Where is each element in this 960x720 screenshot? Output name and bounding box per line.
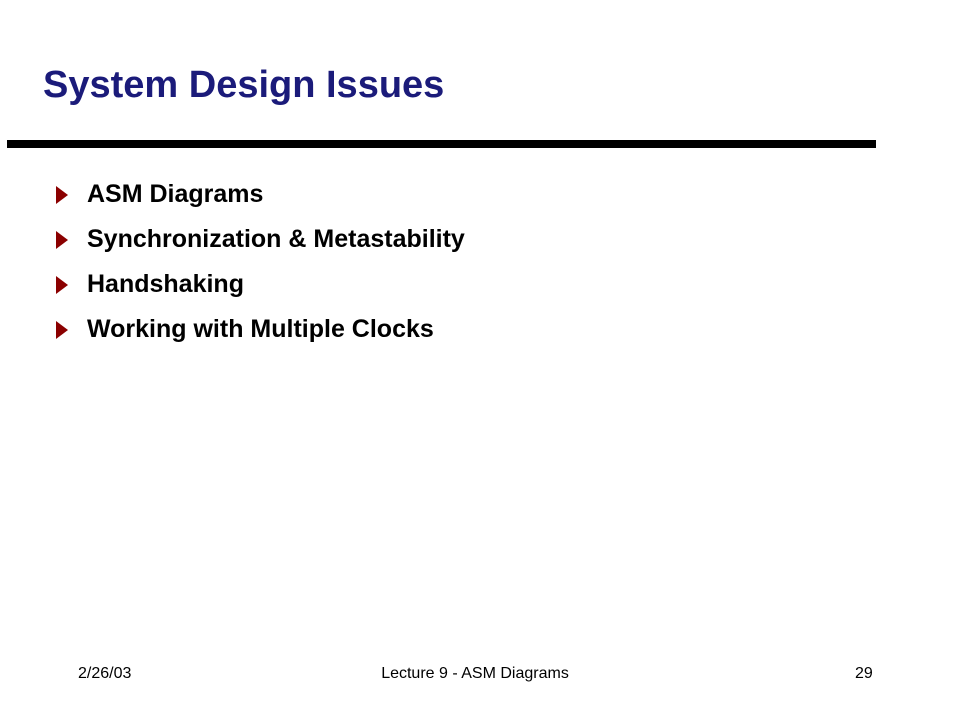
bullet-text: Synchronization & Metastability xyxy=(87,225,465,253)
bullet-item xyxy=(56,307,465,352)
slide-title: System Design Issues xyxy=(43,64,445,106)
bullet-item xyxy=(56,217,465,262)
footer-lecture-title: Lecture 9 - ASM Diagrams xyxy=(381,665,569,682)
bullet-text: Working with Multiple Clocks xyxy=(87,315,434,343)
triangle-right-icon xyxy=(56,321,68,339)
title-divider xyxy=(7,140,876,148)
triangle-right-icon xyxy=(56,276,68,294)
bullet-text: ASM Diagrams xyxy=(87,180,264,208)
footer-page-number: 29 xyxy=(855,665,873,682)
bullet-text: Handshaking xyxy=(87,270,244,298)
footer-date: 2/26/03 xyxy=(78,665,132,682)
triangle-right-icon xyxy=(56,186,68,204)
bullet-item xyxy=(56,172,465,217)
bullet-item xyxy=(56,262,465,307)
triangle-right-icon xyxy=(56,231,68,249)
bullet-list xyxy=(56,172,465,352)
